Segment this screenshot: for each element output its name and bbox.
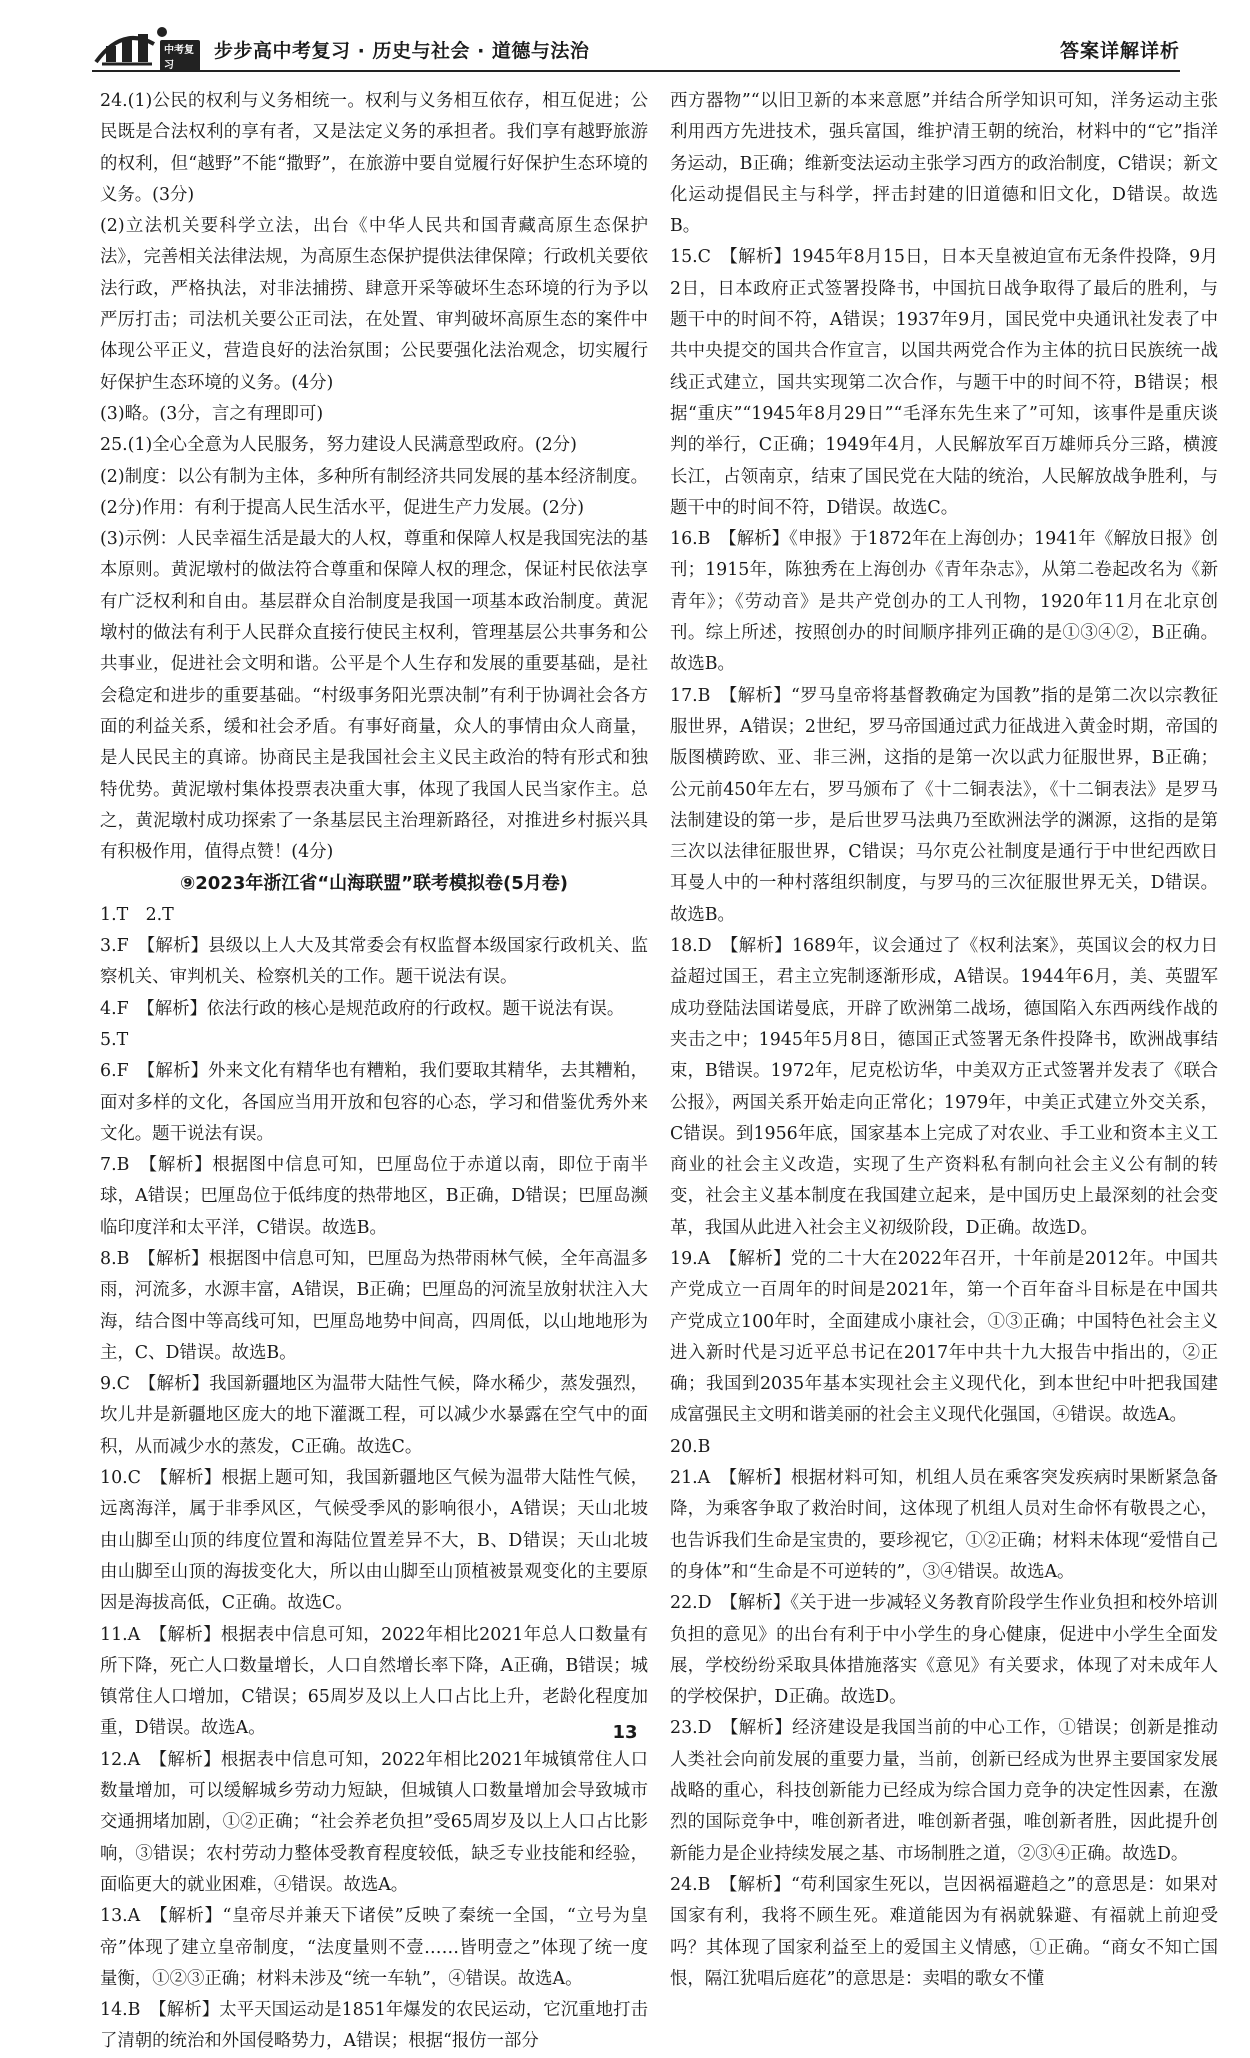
answer-paragraph: 19.A 【解析】党的二十大在2022年召开，十年前是2012年。中国共产党成立一百周年的时间是2021年，第一个百年奋斗目标是在中国共产党成立100年时，全面建成小康社会，①③正确；中国特色社会主义进入新时代是习近平总书记在2017年中共十九大报告中指出的，②正确；我国到2035年基本实现社会主义现代化，到本世纪中叶把我国建成富强民主文明和谐美丽的社会主义现代化强国，④错误。故选A。 [670,1248,1218,1426]
answer-paragraph: 20.B [670,1436,711,1457]
answer-paragraph: 23.D 【解析】经济建设是我国当前的中心工作，①错误；创新是推动人类社会向前发展的重要力量，当前，创新已经成为世界主要国家发展战略的重心，科技创新能力已经成为综合国力竞争的决定性因素，在激烈的国际竞争中，唯创新者进，唯创新者强，唯创新者胜，因此提升创新能力是企业持续发展之基、市场制胜之道，②③④正确。故选D。 [670,1718,1218,1864]
section-title: 答案详解详析 [1059,40,1180,62]
answer-paragraph: 11.A 【解析】根据表中信息可知，2022年相比2021年总人口数量有所下降，死亡人口数量增长，人口自然增长率下降，A正确，B错误；城镇常住人口增加，C错误；65周岁及以上人口占比上升，老龄化程度加重，D错误。故选A。 [100,1624,648,1739]
answer-paragraph: 22.D 【解析】《关于进一步减轻义务教育阶段学生作业负担和校外培训负担的意见》的出台有利于中小学生的身心健康，促进中小学生全面发展，学校纷纷采取具体措施落实《意见》有关要求，体现了对未成年人的学校保护，D正确。故选D。 [670,1593,1219,1708]
answer-paragraph: (2)立法机关要科学立法，出台《中华人民共和国青藏高原生态保护法》，完善相关法律法规，为高原生态保护提供法律保障；行政机关要依法行政，严格执法，对非法捕捞、肆意开采等破坏生态环境的行为予以严厉打击；司法机关要公正司法，在处置、审判破坏高原生态的案件中体现公平正义，营造良好的法治氛围；公民要强化法治观念，切实履行好保护生态环境的义务。(4分) [100,216,648,393]
answer-paragraph: 18.D 【解析】1689年，议会通过了《权利法案》，英国议会的权力日益超过国王，君主立宪制逐渐形成，A错误。1944年6月，美、英盟军成功登陆法国诺曼底，开辟了欧洲第二战场，德国陷入东西两线作战的夹击之中；1945年5月8日，德国正式签署无条件投降书，欧洲战事结束，B错误。1972年，尼克松访华，中美双方正式签署并发表了《联合公报》，两国关系开始走向正常化；1979年，中美正式建立外交关系，C错误。到1956年底，国家基本上完成了对农业、手工业和资本主义工商业的社会主义改造，实现了生产资料私有制向社会主义公有制的转变，社会主义基本制度在我国建立起来，是中国历史上最深刻的社会变革，我国从此进入社会主义初级阶段，D正确。故选D。 [670,936,1218,1238]
answer-paragraph: 7.B 【解析】根据图中信息可知，巴厘岛位于赤道以南，即位于南半球，A错误；巴厘岛位于低纬度的热带地区，B正确，D错误；巴厘岛濒临印度洋和太平洋，C错误。故选B。 [100,1155,648,1238]
header-divider [92,70,1180,72]
exam-section-heading: ⑨2023年浙江省“山海联盟”联考模拟卷(5月卷) [180,873,568,895]
series-title: 步步高中考复习 · 历史与社会 · 道德与法治 [214,40,590,62]
answer-paragraph: 8.B 【解析】根据图中信息可知，巴厘岛为热带雨林气候，全年高温多雨，河流多，水源丰富，A错误，B正确；巴厘岛的河流呈放射状注入大海，结合图中等高线可知，巴厘岛地势中间高，四周低，以山地地形为主，C、D错误。故选B。 [100,1248,648,1363]
answer-paragraph: 21.A 【解析】根据材料可知，机组人员在乘客突发疾病时果断紧急备降，为乘客争取了救治时间，这体现了机组人员对生命怀有敬畏之心，也告诉我们生命是宝贵的，要珍视它，①②正确；材料未体现“爱惜自己的身体”和“生命是不可逆转的”，③④错误。故选A。 [670,1468,1219,1582]
answer-paragraph: 12.A 【解析】根据表中信息可知，2022年相比2021年城镇常住人口数量增加，可以缓解城乡劳动力短缺，但城镇人口数量增加会导致城市交通拥堵加剧，①②正确；“社会养老负担”受65周岁及以上人口占比影响，③错误；农村劳动力整体受教育程度较低，缺乏专业技能和经验，面临更大的就业困难，④错误。故选A。 [100,1749,648,1895]
publisher-logo [92,22,200,70]
answer-paragraph: 9.C 【解析】我国新疆地区为温带大陆性气候，降水稀少，蒸发强烈，坎儿井是新疆地区庞大的地下灌溉工程，可以减少水暴露在空气中的面积，从而减少水的蒸发，C正确。故选C。 [100,1374,648,1457]
answer-paragraph: 15.C 【解析】1945年8月15日，日本天皇被迫宣布无条件投降，9月2日，日本政府正式签署投降书，中国抗日战争取得了最后的胜利，与题干中的时间不符，A错误；1937年9月，国民党中央通讯社发表了中共中央提交的国共合作宣言，以国共两党合作为主体的抗日民族统一战线正式建立，国共实现第二次合作，与题干中的时间不符，B错误；根据“重庆”“1945年8月29日”“毛泽东先生来了”可知，该事件是重庆谈判的举行，C正确；1949年4月，人民解放军百万雄师兵分三路，横渡长江，占领南京，结束了国民党在大陆的统治，人民解放战争胜利，与题干中的时间不符，D错误。故选C。 [670,247,1218,518]
answer-paragraph: (3)示例：人民幸福生活是最大的人权，尊重和保障人权是我国宪法的基本原则。黄泥墩村的做法符合尊重和保障人权的理念，保证村民依法享有广泛权利和自由。基层群众自治制度是我国一项基本政治制度。黄泥墩村的做法有利于人民群众直接行使民主权利，管理基层公共事务和公共事业，促进社会文明和谐。公平是个人生存和发展的重要基础，是社会稳定和进步的重要基础。“村级事务阳光票决制”有利于协调社会各方面的利益关系，缓和社会矛盾。有事好商量，众人的事情由众人商量，是人民民主的真谛。协商民主是我国社会主义民主政治的特有形式和独特优势。黄泥墩村集体投票表决重大事，体现了我国人民当家作主。总之，黄泥墩村成功探索了一条基层民主治理新路径，对推进乡村振兴具有积极作用，值得点赞！(4分) [100,529,648,863]
answer-paragraph: 14.B 【解析】太平天国运动是1851年爆发的农民运动，它沉重地打击了清朝的统治和外国侵略势力，A错误；根据“报仿一部分 [100,2000,648,2052]
answer-paragraph: (2)制度：以公有制为主体，多种所有制经济共同发展的基本经济制度。(2分)作用：有利于提高人民生活水平，促进生产力发展。(2分) [100,466,648,518]
page-number: 13 [612,1722,638,1743]
answer-paragraph: 17.B 【解析】“罗马皇帝将基督教确定为国教”指的是第二次以宗教征服世界，A错误；2世纪，罗马帝国通过武力征战进入黄金时期，帝国的版图横跨欧、亚、非三洲，这指的是第一次以武力征服世界，B正确；公元前450年左右，罗马颁布了《十二铜表法》，《十二铜表法》是罗马法制建设的第一步，是后世罗马法典乃至欧洲法学的渊源，这指的是第三次以法律征服世界，C错误；马尔克公社制度是通行于中世纪西欧日耳曼人中的一种村落组织制度，与罗马的三次征服世界无关，D错误。故选B。 [670,685,1218,925]
answer-paragraph: 24.(1)公民的权利与义务相统一。权利与义务相互依存，相互促进；公民既是合法权利的享有者，又是法定义务的承担者。我们享有越野旅游的权利，但“越野”不能“撒野”，在旅游中要自觉履行好保护生态环境的义务。(3分) [100,91,648,205]
answer-paragraph: (3)略。(3分，言之有理即可) [100,403,324,424]
answer-paragraph: 1.T 2.T [100,904,174,925]
answer-paragraph: 24.B 【解析】“苟利国家生死以，岂因祸福避趋之”的意思是：如果对国家有利，我将不顾生死。难道能因为有祸就躲避、有福就上前迎受吗？其体现了国家利益至上的爱国主义情感，①正确。“商女不知亡国恨，隔江犹唱后庭花”的意思是：卖唱的歌女不懂 [670,1874,1218,1989]
answer-paragraph: 4.F 【解析】依法行政的核心是规范政府的行政权。题干说法有误。 [100,998,625,1019]
answer-paragraph: 5.T [100,1029,129,1050]
right-column [670,86,1219,1989]
answer-paragraph: 6.F 【解析】外来文化有精华也有糟粕，我们要取其精华，去其糟粕，面对多样的文化，各国应当用开放和包容的心态，学习和借鉴优秀外来文化。题干说法有误。 [100,1061,648,1144]
answer-paragraph: 10.C 【解析】根据上题可知，我国新疆地区气候为温带大陆性气候，远离海洋，属于非季风区，气候受季风的影响很小，A错误；天山北坡由山脚至山顶的纬度位置和海陆位置差异不大，B、D错误；天山北坡由山脚至山顶的海拔变化大，所以由山脚至山顶植被景观变化的主要原因是海拔高低，C正确。故选C。 [100,1468,648,1614]
answer-paragraph: 西方器物”“以旧卫新的本来意愿”并结合所学知识可知，洋务运动主张利用西方先进技术，强兵富国，维护清王朝的统治，材料中的“它”指洋务运动，B正确；维新变法运动主张学习西方的政治制度，C错误；新文化运动提倡民主与科学，抨击封建的旧道德和旧文化，D错误。故选B。 [670,91,1218,237]
logo-badge: 中考复习 [160,40,200,72]
answer-paragraph: 3.F 【解析】县级以上人大及其常委会有权监督本级国家行政机关、监察机关、审判机关、检察机关的工作。题干说法有误。 [100,936,648,988]
answer-paragraph: 16.B 【解析】《申报》于1872年在上海创办；1941年《解放日报》创刊；1915年，陈独秀在上海创办《青年杂志》，从第二卷起改名为《新青年》；《劳动音》是共产党创办的工人刊物，1920年11月在北京创刊。综上所述，按照创办的时间顺序排列正确的是①③④②，B正确。故选B。 [670,529,1218,675]
page-header [92,18,1180,76]
answer-paragraph: 25.(1)全心全意为人民服务，努力建设人民满意型政府。(2分) [100,435,577,456]
left-column [100,86,648,2052]
answer-paragraph: 13.A 【解析】“皇帝尽并兼天下诸侯”反映了秦统一全国，“立号为皇帝”体现了建立皇帝制度，“法度量则不壹……皆明壹之”体现了统一度量衡，①②③正确；材料未涉及“统一车轨”，④错误。故选A。 [100,1906,648,1989]
